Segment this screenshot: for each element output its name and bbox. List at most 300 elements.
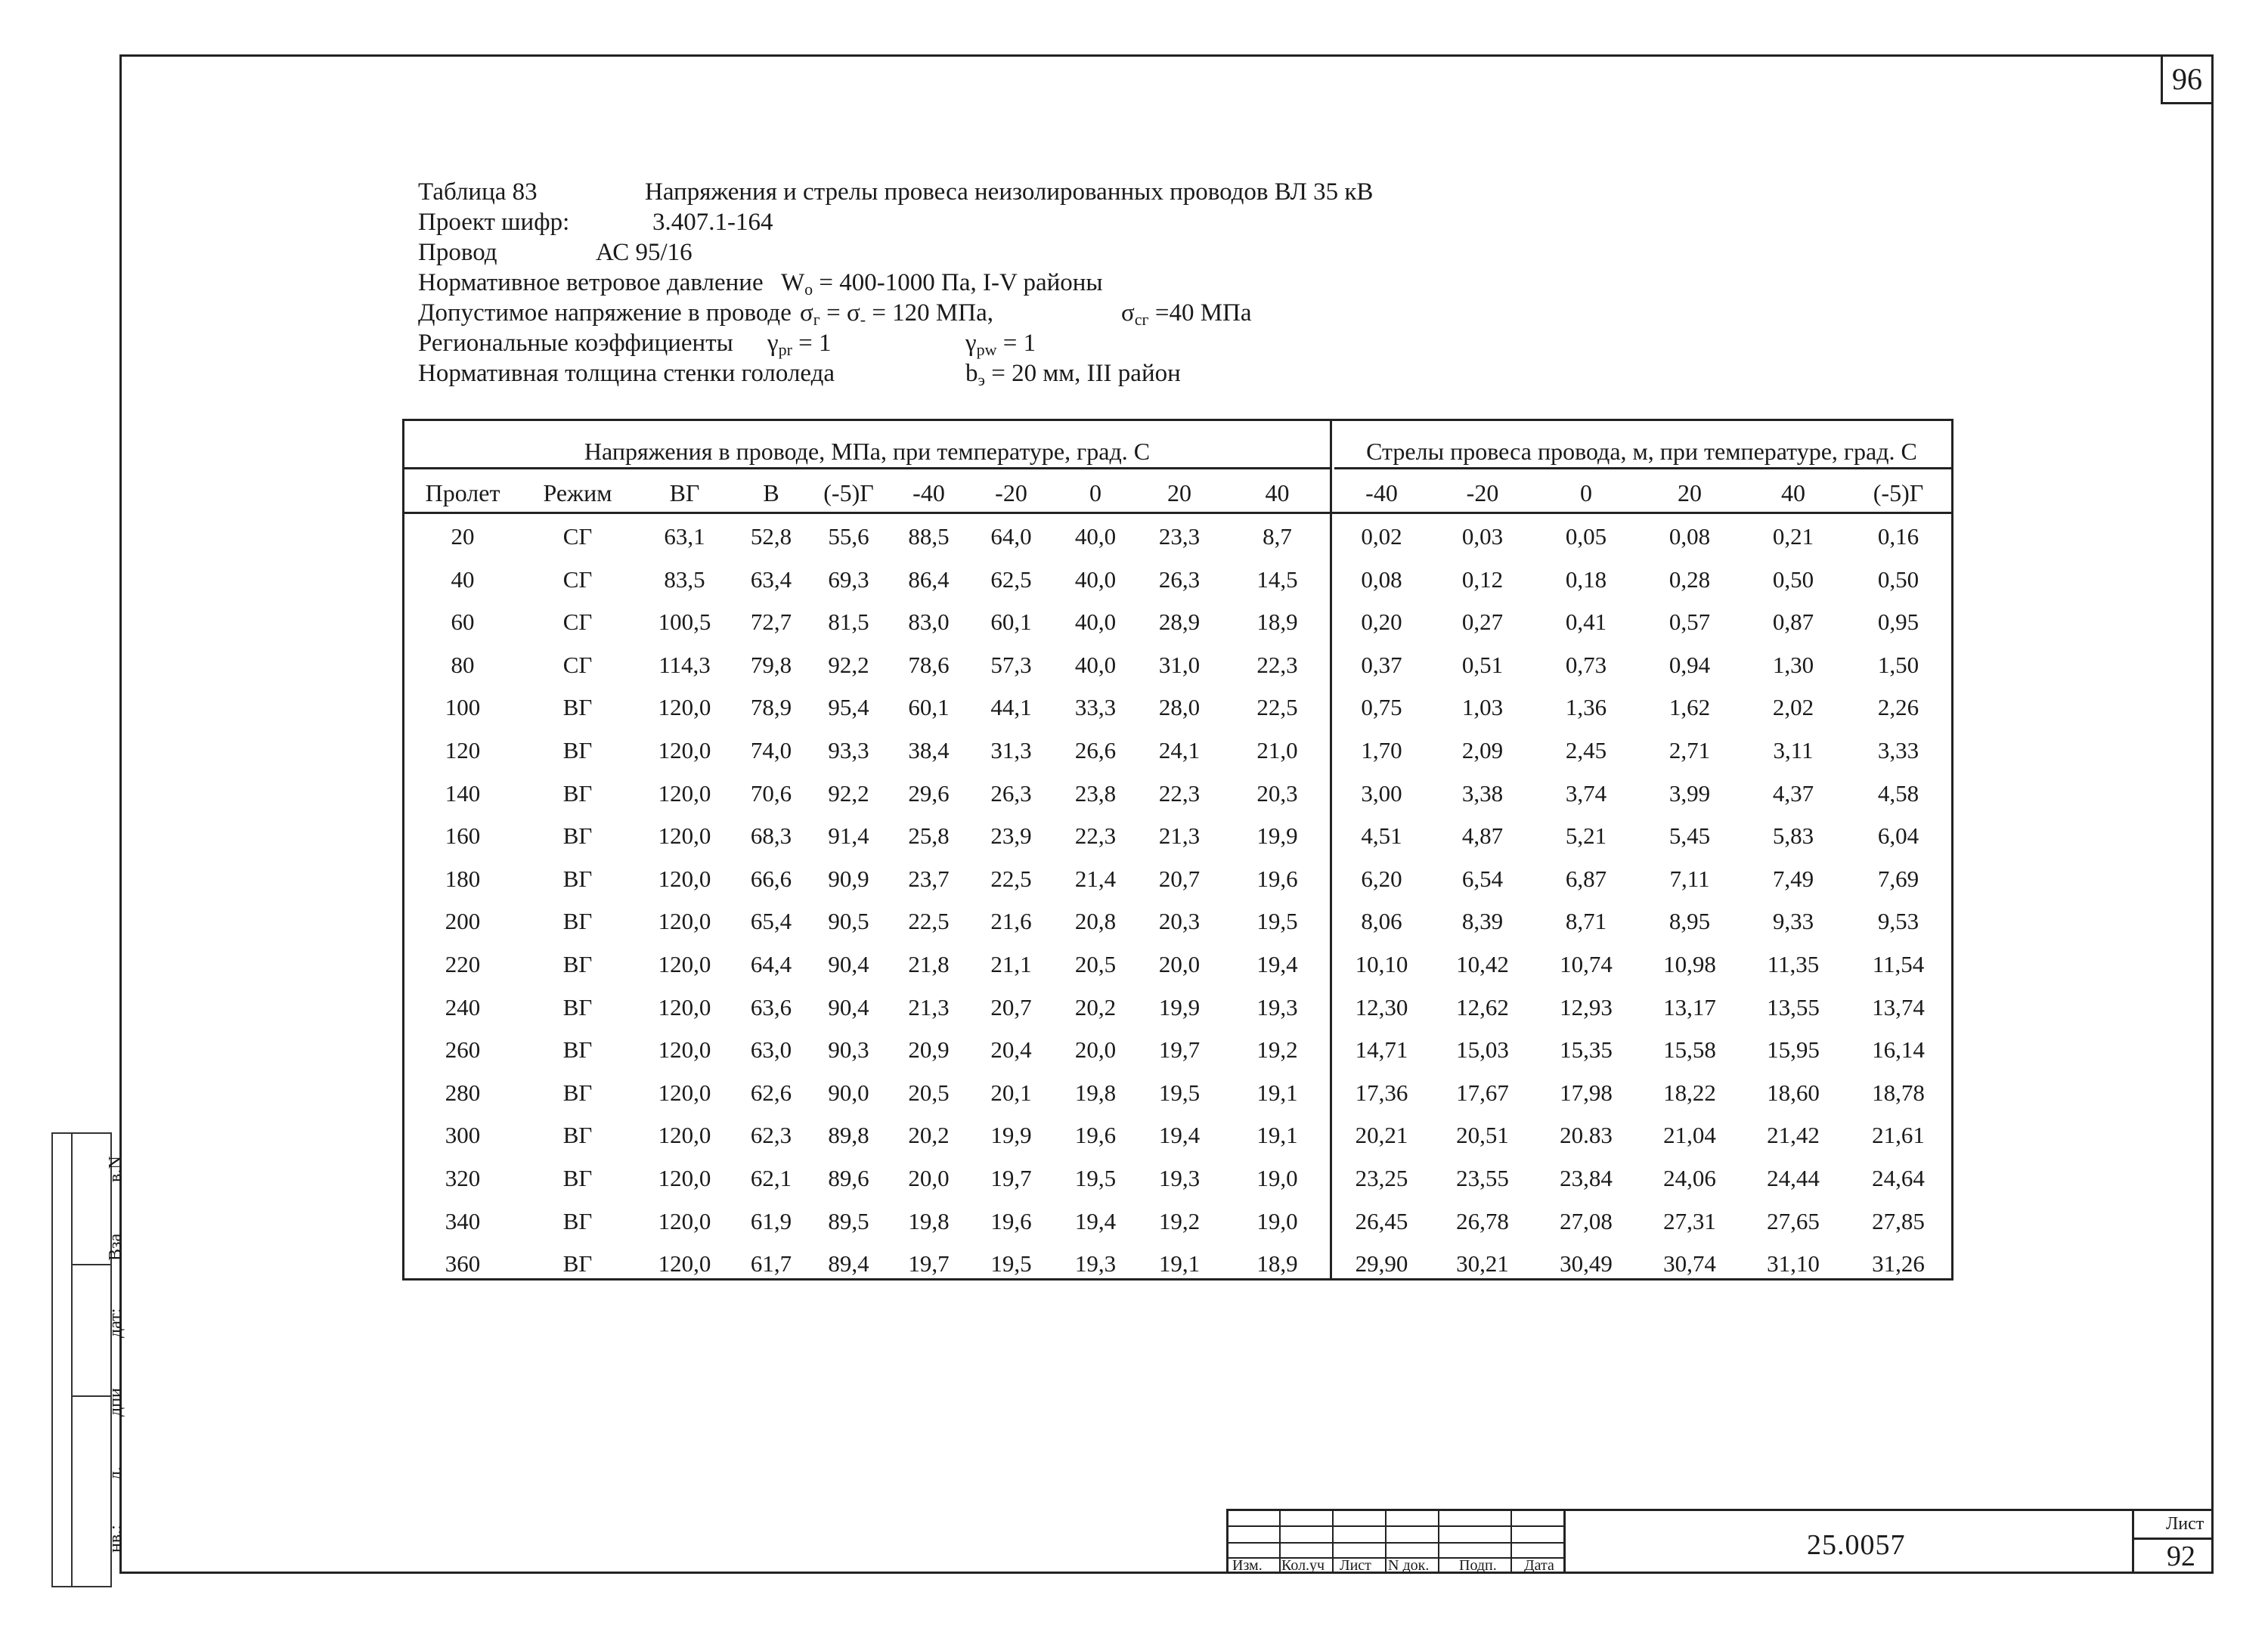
table-cell: 15,35 (1560, 1036, 1613, 1064)
table-cell: 19,5 (1256, 908, 1298, 935)
table-cell: 15,95 (1767, 1036, 1820, 1064)
table-title: Напряжения и стрелы провеса неизолированных проводов ВЛ 35 кВ (645, 178, 1374, 206)
table-cell: 0,73 (1565, 651, 1607, 678)
table-cell: 93,3 (828, 737, 869, 763)
table-cell: 19,9 (1158, 993, 1201, 1020)
table-cell: 120,0 (658, 1122, 711, 1149)
column-header: 20 (1678, 479, 1702, 506)
table-cell: 68,3 (750, 822, 792, 850)
table-cell: 21,8 (908, 951, 950, 977)
table-cell: 27,31 (1663, 1207, 1716, 1234)
table-cell: 8,7 (1263, 523, 1292, 550)
table-cell: 69,3 (828, 565, 869, 593)
stamp-cell-3 (71, 1395, 112, 1587)
table-cell: 2,45 (1565, 737, 1607, 763)
ice-label: Нормативная толщина стенки гололеда (418, 360, 835, 387)
table-cell: 24,64 (1872, 1165, 1925, 1191)
table-cell: 19,0 (1256, 1207, 1298, 1234)
table-cell: 0,51 (1461, 651, 1504, 678)
table-cell: 95,4 (828, 694, 869, 721)
table-cell: 340 (445, 1207, 481, 1234)
table-cell: 8,95 (1668, 908, 1711, 935)
table-cell: 21,3 (908, 993, 950, 1020)
table-cell: 200 (445, 908, 481, 935)
table-cell: 114,3 (658, 651, 711, 678)
tb-col-list: Лист (1340, 1557, 1371, 1574)
wind-value: $W_o = 400-1000$ Па, I-V районы (781, 269, 1103, 299)
table-cell: 0,16 (1877, 523, 1919, 550)
table-cell: 120,0 (658, 1165, 711, 1191)
table-cell: 6,87 (1565, 865, 1607, 892)
table-cell: 19,3 (1074, 1250, 1117, 1277)
stamp-text-6: нв.: (106, 1525, 125, 1553)
table-cell: 62,6 (750, 1079, 792, 1106)
table-cell: 360 (445, 1250, 481, 1277)
table-cell: 62,5 (990, 565, 1032, 593)
header-line-6 (418, 330, 1036, 359)
stamp-column (51, 1132, 73, 1587)
table-cell: 0,18 (1565, 565, 1607, 593)
column-header: -20 (995, 479, 1027, 506)
table-cell: 23,8 (1074, 779, 1117, 807)
table-cell: 20,5 (1074, 951, 1117, 977)
table-cell: 280 (445, 1079, 481, 1106)
table-cell: 65,4 (750, 908, 792, 935)
table-cell: 89,6 (828, 1165, 869, 1191)
table-cell: 19,6 (1074, 1122, 1117, 1149)
table-cell: 20,51 (1456, 1122, 1509, 1149)
table-cell: 14,71 (1355, 1036, 1408, 1064)
table-cell: 0,12 (1461, 565, 1504, 593)
table-cell: 6,54 (1461, 865, 1504, 892)
project-code: 3.407.1-164 (652, 209, 773, 236)
stamp-text-1: в.N (106, 1156, 125, 1182)
table-cell: 120,0 (658, 908, 711, 935)
table-cell: 6,20 (1361, 865, 1402, 892)
table-cell: 61,7 (750, 1250, 792, 1277)
column-header: -20 (1466, 479, 1499, 506)
table-cell: 21,6 (990, 908, 1032, 935)
table-cell: 3,38 (1461, 779, 1504, 807)
table-cell: 10,10 (1355, 951, 1408, 977)
table-cell: 13,55 (1767, 993, 1820, 1020)
tb-col-izm: Изм. (1232, 1557, 1263, 1574)
table-cell: 22,5 (1256, 694, 1298, 721)
table-cell: 0,50 (1877, 565, 1919, 593)
data-table (402, 419, 1954, 1281)
table-row (404, 1201, 1951, 1244)
stamp-text-2: Вза (106, 1233, 125, 1261)
table-cell: 17,67 (1456, 1079, 1509, 1106)
table-cell: 24,1 (1158, 737, 1201, 763)
table-cell: 40 (451, 565, 475, 593)
table-cell: 19,9 (990, 1122, 1032, 1149)
table-cell: 74,0 (750, 737, 792, 763)
table-cell: 1,50 (1877, 651, 1919, 678)
header-line-3 (418, 239, 692, 267)
table-cell: 120,0 (658, 1207, 711, 1234)
table-cell: 7,49 (1772, 865, 1814, 892)
sheet-label: Лист (2166, 1514, 2204, 1534)
table-cell: 15,58 (1663, 1036, 1716, 1064)
table-cell: 20,0 (1158, 951, 1201, 977)
table-cell: 63,0 (750, 1036, 792, 1064)
group-header-sag: Стрелы провеса провода, м, при температуре, град. С (1366, 438, 1917, 465)
table-cell: 86,4 (908, 565, 950, 593)
table-cell: 18,22 (1663, 1079, 1716, 1106)
table-cell: 26,3 (990, 779, 1032, 807)
table-row (404, 1073, 1951, 1116)
wind-label: Нормативное ветровое давление (418, 269, 764, 296)
header-line-2 (418, 209, 773, 237)
table-cell: 0,37 (1361, 651, 1402, 678)
table-cell: 0,20 (1361, 609, 1402, 636)
document-code: 25.0057 (1807, 1529, 1906, 1561)
table-cell: 220 (445, 951, 481, 977)
table-cell: 20,21 (1355, 1122, 1408, 1149)
table-cell: 57,3 (990, 651, 1032, 678)
table-cell: 19,9 (1256, 822, 1298, 850)
table-cell: 120,0 (658, 1036, 711, 1064)
tb-col-data: Дата (1524, 1557, 1554, 1574)
table-cell: 3,00 (1361, 779, 1402, 807)
table-cell: 63,1 (664, 523, 705, 550)
table-cell: 31,3 (990, 737, 1032, 763)
table-cell: 20,2 (1074, 993, 1117, 1020)
table-cell: 90,9 (828, 865, 869, 892)
table-cell: 72,7 (750, 609, 792, 636)
table-cell: 21,1 (990, 951, 1032, 977)
table-cell: 19,3 (1158, 1165, 1201, 1191)
table-cell: 0,75 (1361, 694, 1402, 721)
table-cell: 8,06 (1361, 908, 1402, 935)
table-cell: 63,4 (750, 565, 792, 593)
table-cell: 10,98 (1663, 951, 1716, 977)
table-cell: 1,70 (1361, 737, 1402, 763)
table-cell: 64,4 (750, 951, 792, 977)
table-cell: 1,36 (1565, 694, 1607, 721)
table-cell: 79,8 (750, 651, 792, 678)
table-cell: 30,21 (1456, 1250, 1509, 1277)
table-row (404, 859, 1951, 902)
table-cell: 19,1 (1158, 1250, 1201, 1277)
table-cell: 5,45 (1668, 822, 1711, 850)
table-cell: 27,65 (1767, 1207, 1820, 1234)
table-cell: 91,4 (828, 822, 869, 850)
table-cell: 89,8 (828, 1122, 869, 1149)
table-cell: СГ (562, 565, 593, 593)
table-cell: 23,3 (1158, 523, 1201, 550)
table-cell: 120 (445, 737, 481, 763)
table-cell: 17,98 (1560, 1079, 1613, 1106)
table-cell: 19,7 (990, 1165, 1032, 1191)
table-row (404, 602, 1951, 645)
table-cell: СГ (562, 523, 593, 550)
table-cell: 300 (445, 1122, 481, 1149)
table-row (404, 516, 1951, 559)
table-cell: 78,6 (908, 651, 950, 678)
table-row (404, 901, 1951, 944)
table-cell: ВГ (562, 865, 593, 892)
table-cell: 23,25 (1355, 1165, 1408, 1191)
table-cell: 29,90 (1355, 1250, 1408, 1277)
table-cell: 1,03 (1461, 694, 1504, 721)
table-cell: 0,21 (1772, 523, 1814, 550)
table-cell: 0,87 (1772, 609, 1814, 636)
table-cell: 31,0 (1158, 651, 1201, 678)
table-cell: 20 (451, 523, 475, 550)
table-cell: 18,9 (1256, 609, 1298, 636)
table-cell: 19,8 (908, 1207, 950, 1234)
table-row (404, 773, 1951, 816)
table-cell: ВГ (562, 1122, 593, 1149)
table-cell: 8,39 (1461, 908, 1504, 935)
table-cell: 0,27 (1461, 609, 1504, 636)
table-cell: 100 (445, 694, 481, 721)
table-cell: 40,0 (1074, 523, 1117, 550)
table-cell: 90,5 (828, 908, 869, 935)
table-cell: 100,5 (658, 609, 711, 636)
table-cell: 20,9 (908, 1036, 950, 1064)
table-cell: 0,03 (1461, 523, 1504, 550)
wire-type: АС 95/16 (596, 239, 692, 266)
table-cell: ВГ (562, 822, 593, 850)
table-cell: 120,0 (658, 1079, 711, 1106)
table-cell: 0,02 (1361, 523, 1402, 550)
table-cell: 20,5 (908, 1079, 950, 1106)
table-cell: 140 (445, 779, 481, 807)
table-cell: 22,3 (1158, 779, 1201, 807)
table-cell: 40,0 (1074, 651, 1117, 678)
table-cell: 31,26 (1872, 1250, 1925, 1277)
title-block (1226, 1509, 2214, 1574)
table-cell: 4,51 (1361, 822, 1402, 850)
table-cell: 19,2 (1256, 1036, 1298, 1064)
table-cell: ВГ (562, 694, 593, 721)
table-cell: 1,30 (1772, 651, 1814, 678)
stress-value-2: $\sigma_{сг} =40$ МПа (1121, 299, 1252, 329)
table-cell: 70,6 (750, 779, 792, 807)
table-row (404, 730, 1951, 773)
table-cell: ВГ (562, 779, 593, 807)
table-cell: 26,45 (1355, 1207, 1408, 1234)
table-cell: 23,7 (908, 865, 950, 892)
table-cell: 19,2 (1158, 1207, 1201, 1234)
table-cell: 120,0 (658, 993, 711, 1020)
table-cell: 23,55 (1456, 1165, 1509, 1191)
project-label: Проект шифр: (418, 209, 570, 236)
table-cell: 23,84 (1560, 1165, 1613, 1191)
table-cell: 4,58 (1877, 779, 1919, 807)
table-cell: 20.83 (1560, 1122, 1613, 1149)
table-row (404, 1030, 1951, 1073)
table-cell: 0,41 (1565, 609, 1607, 636)
table-cell: 0,95 (1877, 609, 1919, 636)
table-row (404, 687, 1951, 730)
table-cell: 26,3 (1158, 565, 1201, 593)
table-cell: 19,5 (1074, 1165, 1117, 1191)
table-cell: 90,4 (828, 993, 869, 1020)
table-row (404, 1243, 1951, 1287)
tb-col-kol: Кол.уч (1281, 1557, 1325, 1574)
table-cell: 61,9 (750, 1207, 792, 1234)
table-cell: 27,08 (1560, 1207, 1613, 1234)
table-row (404, 1115, 1951, 1158)
table-cell: 27,85 (1872, 1207, 1925, 1234)
table-cell: 12,93 (1560, 993, 1613, 1020)
table-label: Таблица 83 (418, 178, 538, 206)
table-cell: 60,1 (908, 694, 950, 721)
table-cell: 38,4 (908, 737, 950, 763)
table-cell: 90,4 (828, 951, 869, 977)
table-row (404, 645, 1951, 688)
column-header: Пролет (425, 479, 500, 506)
table-cell: 19,5 (1158, 1079, 1201, 1106)
table-cell: 10,42 (1456, 951, 1509, 977)
table-cell: 18,9 (1256, 1250, 1298, 1277)
table-cell: 19,1 (1256, 1079, 1298, 1106)
wire-label: Провод (418, 239, 497, 266)
table-cell: 81,5 (828, 609, 869, 636)
table-cell: 8,71 (1565, 908, 1607, 935)
table-cell: 0,57 (1668, 609, 1711, 636)
table-cell: 66,6 (750, 865, 792, 892)
table-cell: 26,6 (1074, 737, 1117, 763)
table-cell: 21,4 (1074, 865, 1117, 892)
stamp-text-3: дат: (106, 1308, 125, 1338)
table-cell: 19,1 (1256, 1122, 1298, 1149)
table-cell: СГ (562, 609, 593, 636)
table-cell: 29,6 (908, 779, 950, 807)
table-cell: 30,49 (1560, 1250, 1613, 1277)
table-cell: ВГ (562, 1036, 593, 1064)
table-cell: 19,3 (1256, 993, 1298, 1020)
table-cell: 160 (445, 822, 481, 850)
table-cell: 28,0 (1158, 694, 1201, 721)
table-cell: 24,06 (1663, 1165, 1716, 1191)
table-cell: 92,2 (828, 779, 869, 807)
table-cell: 60 (451, 609, 475, 636)
column-header: -40 (912, 479, 945, 506)
table-cell: 22,5 (990, 865, 1032, 892)
table-cell: 88,5 (908, 523, 950, 550)
table-cell: 28,9 (1158, 609, 1201, 636)
table-cell: 11,35 (1767, 951, 1820, 977)
table-cell: 18,60 (1767, 1079, 1820, 1106)
table-cell: ВГ (562, 1165, 593, 1191)
table-cell: 19,7 (1158, 1036, 1201, 1064)
table-cell: 90,3 (828, 1036, 869, 1064)
stress-value: $\sigma_г = \sigma_- = 120$ МПа, (800, 299, 993, 329)
table-cell: 24,44 (1767, 1165, 1820, 1191)
column-header: 20 (1167, 479, 1191, 506)
table-cell: 0,08 (1361, 565, 1402, 593)
group-underline-left (404, 467, 1330, 469)
table-cell: 15,03 (1456, 1036, 1509, 1064)
table-cell: 4,87 (1461, 822, 1504, 850)
table-cell: 20,4 (990, 1036, 1032, 1064)
table-cell: 2,26 (1877, 694, 1919, 721)
stamp-text-5: л. (106, 1466, 125, 1480)
column-header: Режим (543, 479, 612, 506)
table-cell: ВГ (562, 951, 593, 977)
table-row (404, 559, 1951, 602)
table-cell: 92,2 (828, 651, 869, 678)
table-cell: ВГ (562, 737, 593, 763)
table-cell: 20,0 (1074, 1036, 1117, 1064)
ice-value: $b_э = 20$ мм, III район (965, 360, 1181, 389)
table-cell: 19,6 (1256, 865, 1298, 892)
table-cell: 0,08 (1668, 523, 1711, 550)
table-cell: 20,0 (908, 1165, 950, 1191)
table-cell: 240 (445, 993, 481, 1020)
header-line-5 (418, 299, 1252, 329)
table-cell: 12,62 (1456, 993, 1509, 1020)
column-header: (-5)Г (1873, 479, 1924, 506)
table-cell: 52,8 (750, 523, 792, 550)
table-cell: 13,74 (1872, 993, 1925, 1020)
table-cell: 20,3 (1256, 779, 1298, 807)
table-cell: 20,7 (990, 993, 1032, 1020)
header-line-7 (418, 360, 1181, 389)
table-cell: 80 (451, 651, 475, 678)
stress-label: Допустимое напряжение в проводе (418, 299, 792, 327)
table-cell: 19,5 (990, 1250, 1032, 1277)
table-cell: 120,0 (658, 1250, 711, 1277)
table-cell: 62,3 (750, 1122, 792, 1149)
table-cell: 40,0 (1074, 609, 1117, 636)
table-cell: 16,14 (1872, 1036, 1925, 1064)
table-cell: 0,28 (1668, 565, 1711, 593)
table-cell: 19,8 (1074, 1079, 1117, 1106)
page-number: 96 (2161, 54, 2214, 104)
table-cell: 19,4 (1256, 951, 1298, 977)
table-cell: 13,17 (1663, 993, 1716, 1020)
table-cell: 19,0 (1256, 1165, 1298, 1191)
side-stamp (51, 1132, 125, 1587)
column-header: ВГ (669, 479, 700, 506)
table-cell: 20,2 (908, 1122, 950, 1149)
column-header: 0 (1089, 479, 1101, 506)
table-cell: 19,4 (1074, 1207, 1117, 1234)
table-cell: 21,3 (1158, 822, 1201, 850)
table-cell: 120,0 (658, 951, 711, 977)
table-row (404, 816, 1951, 859)
table-cell: 19,4 (1158, 1122, 1201, 1149)
table-cell: 2,71 (1668, 737, 1711, 763)
table-cell: 9,53 (1877, 908, 1919, 935)
table-cell: 4,37 (1772, 779, 1814, 807)
table-cell: 25,8 (908, 822, 950, 850)
table-cell: 60,1 (990, 609, 1032, 636)
table-cell: 7,69 (1877, 865, 1919, 892)
table-cell: ВГ (562, 1250, 593, 1277)
table-cell: 0,05 (1565, 523, 1607, 550)
table-cell: 180 (445, 865, 481, 892)
table-cell: 20,3 (1158, 908, 1201, 935)
header-line-4 (418, 269, 1103, 299)
table-cell: 3,99 (1668, 779, 1711, 807)
table-row (404, 987, 1951, 1030)
table-cell: 2,02 (1772, 694, 1814, 721)
table-cell: 18,78 (1872, 1079, 1925, 1106)
gamma-pw: $\gamma_{pw} = 1$ (965, 330, 1036, 359)
table-cell: 3,74 (1565, 779, 1607, 807)
table-cell: 62,1 (750, 1165, 792, 1191)
table-cell: 11,54 (1872, 951, 1925, 977)
table-cell: 89,5 (828, 1207, 869, 1234)
table-cell: ВГ (562, 908, 593, 935)
